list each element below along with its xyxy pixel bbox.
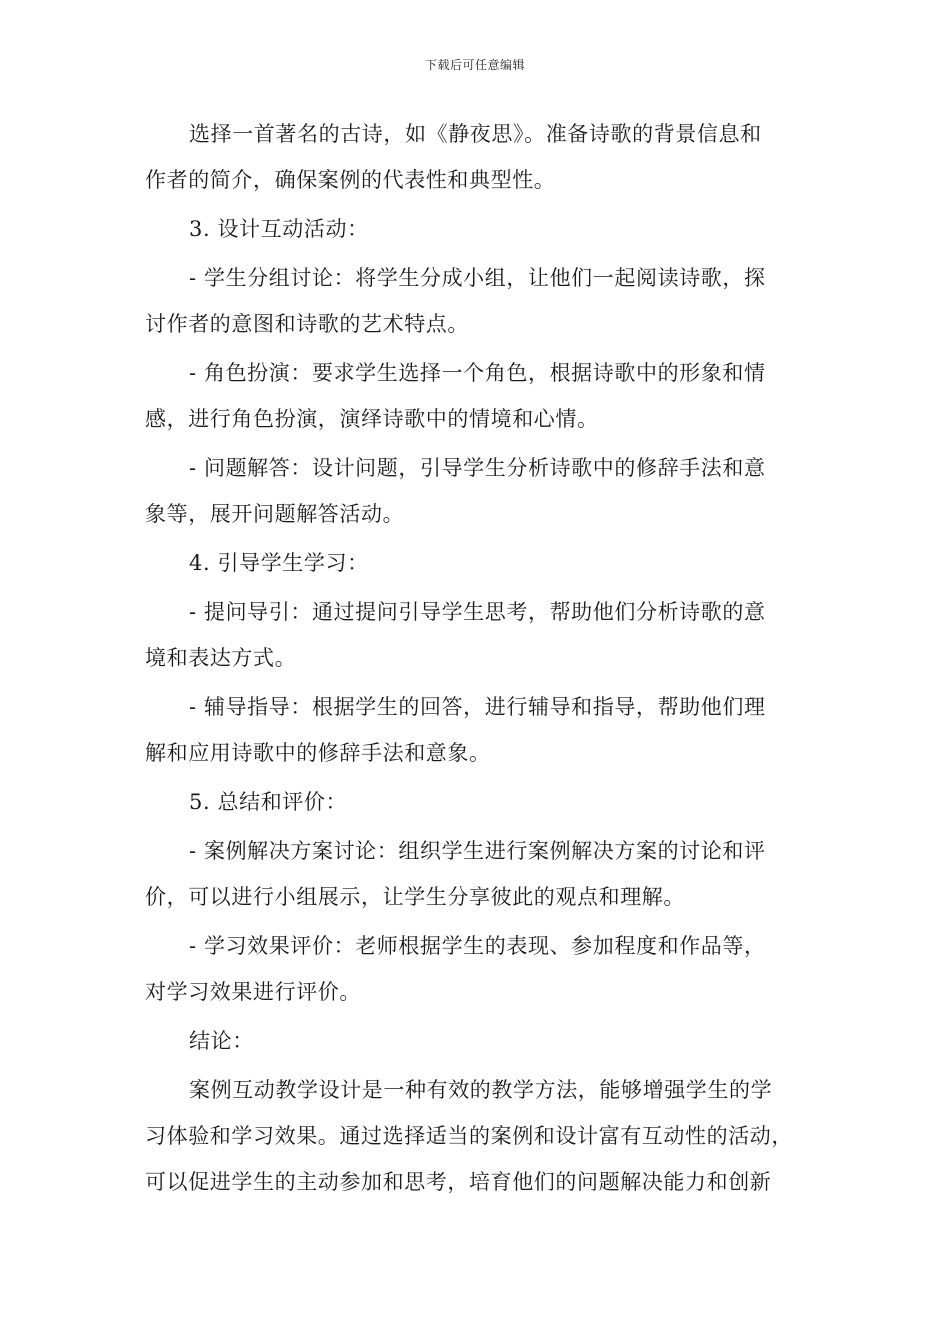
text-line: - 学习效果评价：老师根据学生的表现、参加程度和作品等， [189,934,766,958]
list-item-question-answer [145,445,797,537]
text-line: 作者的简介，确保案例的代表性和典型性。 [145,168,556,192]
text-line: - 学生分组讨论：将学生分成小组，让他们一起阅读诗歌，探 [189,266,766,290]
text-line: - 案例解决方案讨论：组织学生进行案例解决方案的讨论和评 [189,839,766,863]
list-item-group-discussion [145,255,797,347]
page-header: 下载后可任意编辑 [424,58,525,72]
conclusion-paragraph [145,1067,797,1205]
text-line: 案例互动教学设计是一种有效的教学方法，能够增强学生的学 [189,1078,773,1102]
list-item-solution-discussion [145,828,797,920]
document-body [145,111,797,1208]
heading-text: 结论： [189,1029,254,1053]
list-item-questioning [145,589,797,681]
text-line: 境和表达方式。 [145,646,297,670]
heading-text: 4. 引导学生学习： [189,551,369,575]
list-item-role-play [145,350,797,442]
section-heading-5 [145,779,797,825]
list-item-tutoring [145,684,797,776]
heading-text: 3. 设计互动活动： [189,217,369,241]
text-line: 讨作者的意图和诗歌的艺术特点。 [145,312,469,336]
text-line: 解和应用诗歌中的修辞手法和意象。 [145,741,491,765]
text-line: 对学习效果进行评价。 [145,980,361,1004]
text-line: 象等，展开问题解答活动。 [145,502,405,526]
text-line: 选择一首著名的古诗，如《静夜思》。准备诗歌的背景信息和 [189,122,762,146]
text-line: 可以促进学生的主动参加和思考，培育他们的问题解决能力和创新 [145,1170,772,1194]
text-line: - 问题解答：设计问题，引导学生分析诗歌中的修辞手法和意 [189,456,766,480]
heading-text: 5. 总结和评价： [189,790,348,814]
text-line: - 角色扮演：要求学生选择一个角色，根据诗歌中的形象和情 [189,361,766,385]
text-line: 价，可以进行小组展示，让学生分享彼此的观点和理解。 [145,885,685,909]
section-heading-4 [145,540,797,586]
text-line: - 辅导指导：根据学生的回答，进行辅导和指导，帮助他们理 [189,695,766,719]
text-line: 感，进行角色扮演，演绎诗歌中的情境和心情。 [145,407,599,431]
conclusion-heading [145,1018,797,1064]
section-heading-3 [145,206,797,252]
text-line: - 提问导引：通过提问引导学生思考，帮助他们分析诗歌的意 [189,600,766,624]
text-line: 习体验和学习效果。通过选择适当的案例和设计富有互动性的活动， [145,1124,793,1148]
paragraph-intro-continued [145,111,797,203]
list-item-learning-evaluation [145,923,797,1015]
